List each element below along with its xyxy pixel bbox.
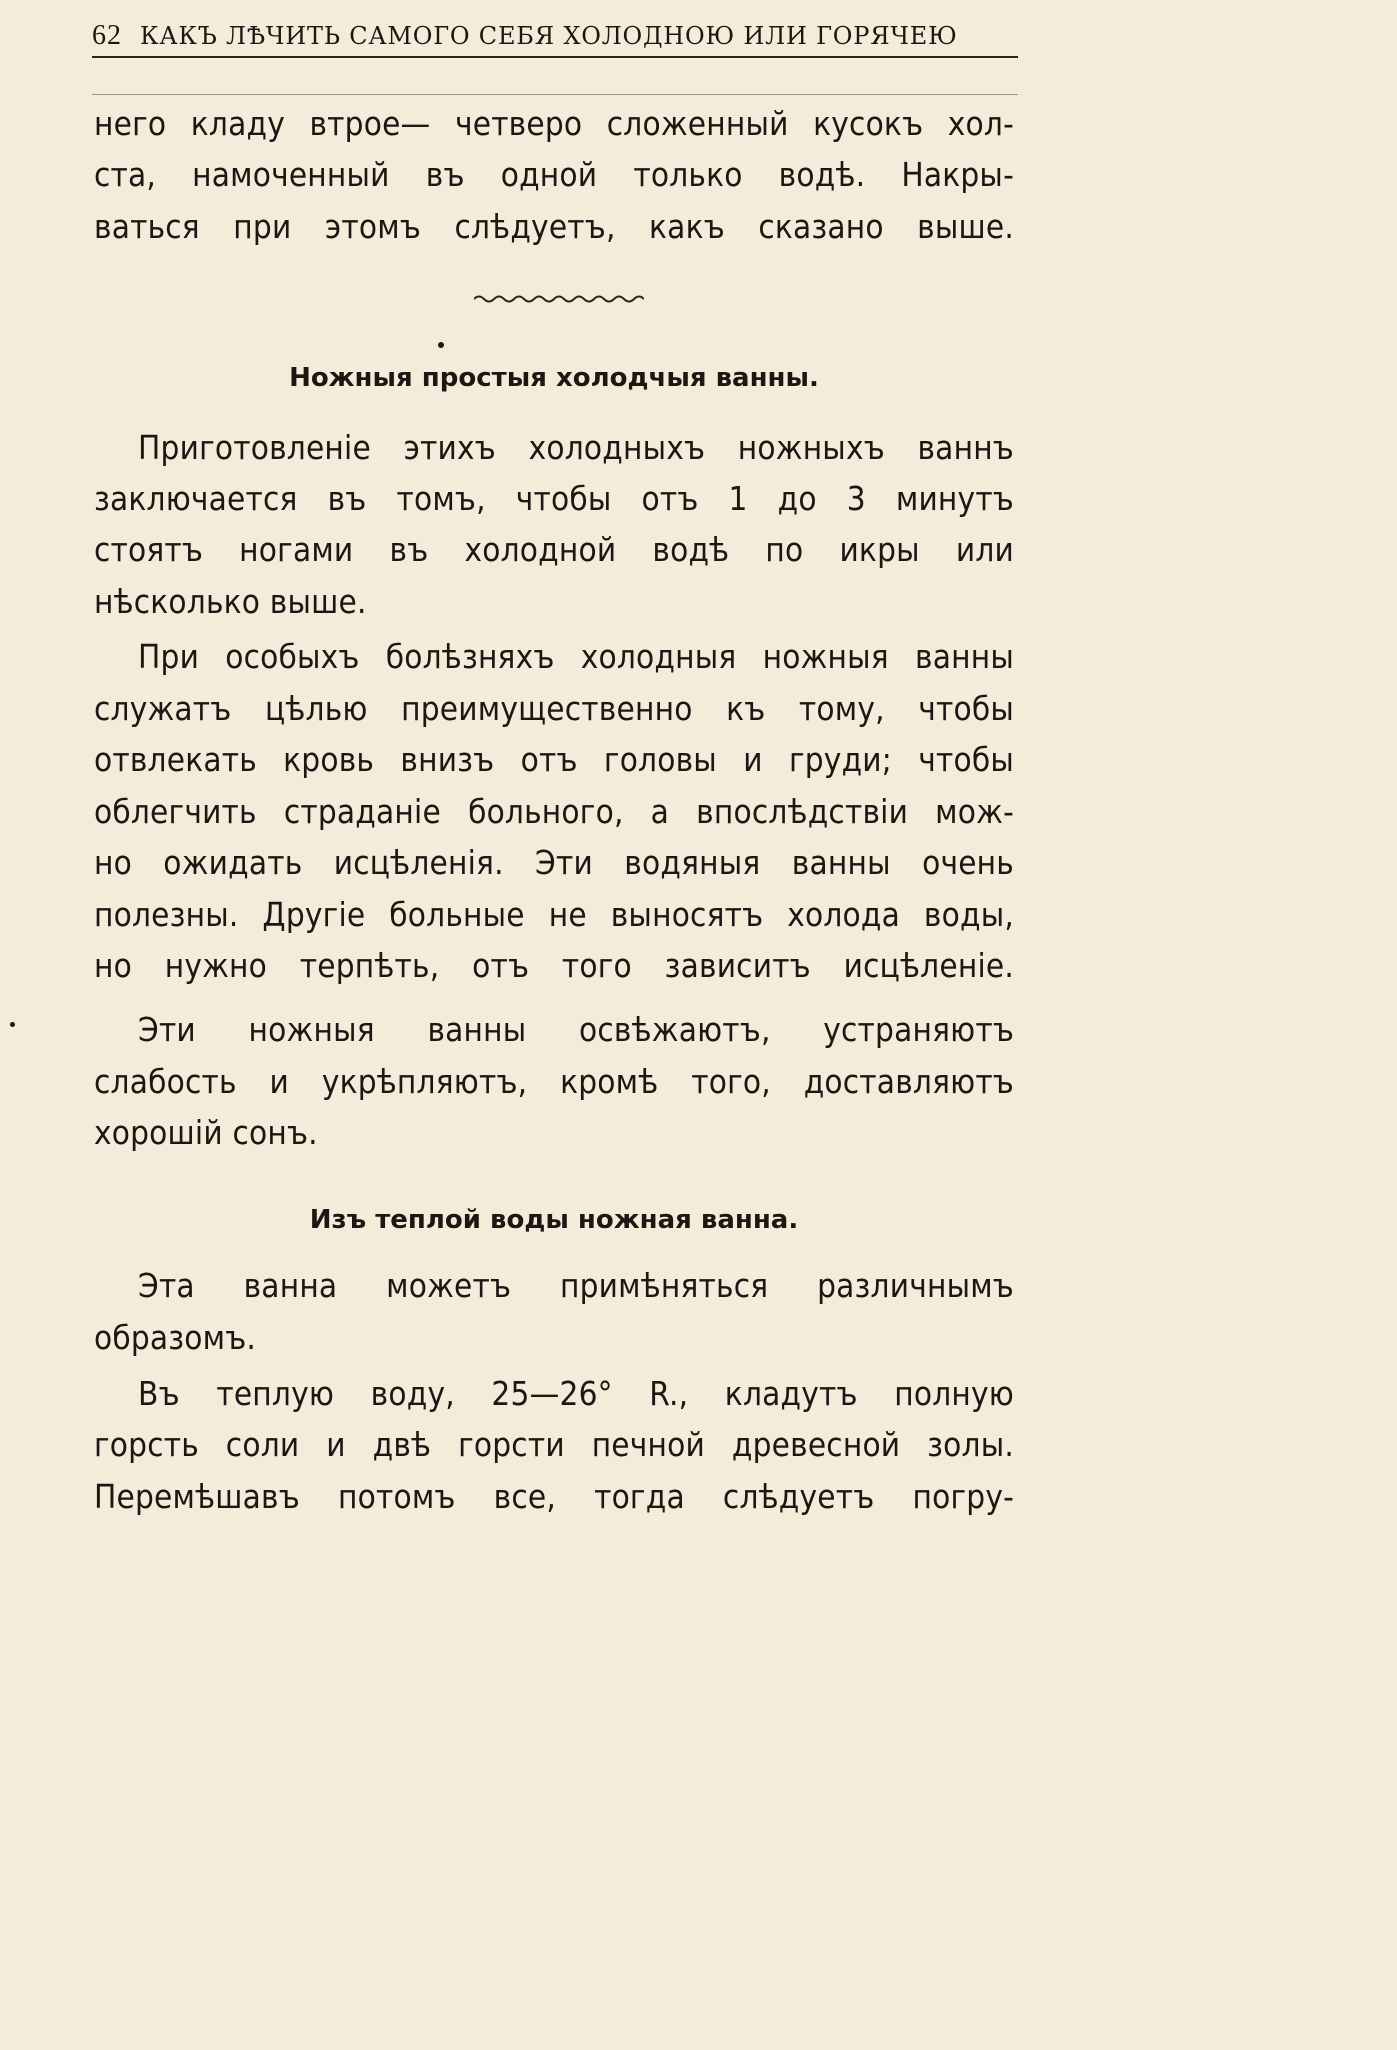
page-number: 62 [92, 20, 122, 51]
text-line: Перемѣшавъ потомъ все, тогда слѣдуетъ погру- [94, 1477, 1014, 1516]
text-line: Въ теплую воду, 25—26° R., кладутъ полную [138, 1374, 1014, 1413]
text-line: ста, намоченный въ одной только водѣ. Накры- [94, 155, 1014, 194]
text-line: облегчить страданіе больного, а впослѣдствіи мож- [94, 792, 1014, 831]
header-rule-thin [92, 94, 1018, 95]
text-line: него кладу втрое— четверо сложенный кусокъ хол- [94, 104, 1014, 143]
header-rule [92, 56, 1018, 58]
text-line: слабость и укрѣпляютъ, кромѣ того, доставляютъ [94, 1062, 1014, 1101]
text-line: При особыхъ болѣзняхъ холодныя ножныя ванны [138, 637, 1014, 676]
text-line: но ожидать исцѣленія. Эти водяныя ванны очень [94, 843, 1014, 882]
text-line: стоятъ ногами въ холодной водѣ по икры или [94, 530, 1014, 569]
ink-dot [10, 1022, 15, 1027]
running-title: КАКЪ ЛѢЧИТЬ САМОГО СЕБЯ ХОЛОДНОЮ ИЛИ ГОРЯЧЕЮ [140, 22, 958, 50]
section-heading: Ножныя простыя холодчыя ванны. [289, 363, 819, 393]
running-header [92, 20, 1018, 60]
section-heading: Изъ теплой воды ножная ванна. [309, 1205, 799, 1235]
text-line: служатъ цѣлью преимущественно къ тому, чтобы [94, 689, 1014, 728]
text-line: образомъ. [94, 1318, 257, 1357]
text-line: заключается въ томъ, чтобы отъ 1 до 3 минутъ [94, 479, 1014, 518]
ink-dot [438, 342, 444, 348]
text-line: Приготовленіе этихъ холодныхъ ножныхъ ваннъ [138, 428, 1014, 467]
text-line: хорошій сонъ. [94, 1113, 318, 1152]
text-line: горсть соли и двѣ горсти печной древесной золы. [94, 1425, 1014, 1464]
text-line: ваться при этомъ слѣдуетъ, какъ сказано выше. [94, 207, 1014, 246]
text-line: но нужно терпѣть, отъ того зависитъ исцѣленіе. [94, 946, 1014, 985]
text-line: Эти ножныя ванны освѣжаютъ, устраняютъ [138, 1010, 1014, 1049]
wavy-divider-ornament [474, 288, 644, 310]
text-line: Эта ванна можетъ примѣняться различнымъ [138, 1266, 1014, 1305]
text-line: нѣсколько выше. [94, 582, 367, 621]
text-line: отвлекать кровь внизъ отъ головы и груди; чтобы [94, 740, 1014, 779]
text-line: полезны. Другіе больные не выносятъ холода воды, [94, 895, 1014, 934]
